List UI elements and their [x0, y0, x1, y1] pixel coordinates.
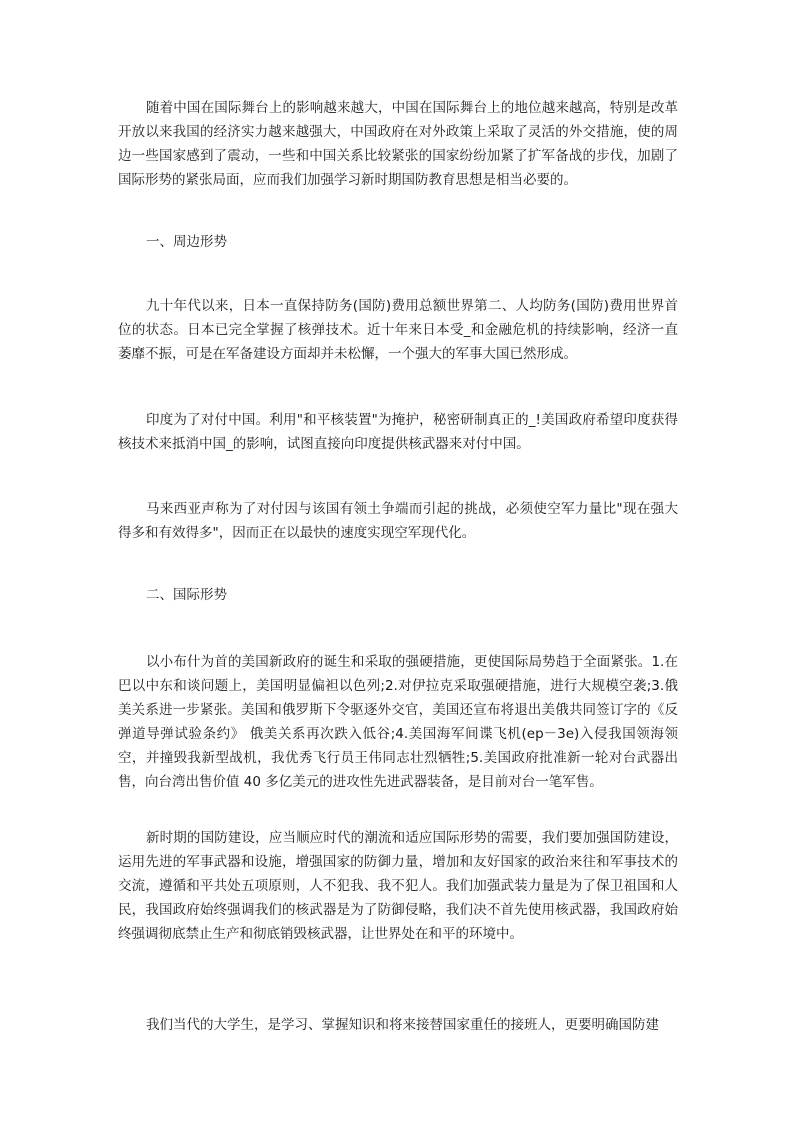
- section-heading-surroundings: 一、周边形势: [146, 234, 227, 250]
- paragraph-malaysia: 马来西亚声称为了对付因与该国有领土争端而引起的挑战，必须使空军力量比"现在强大得多和有效得多"，因而正在以最快的速度实现空军现代化。: [118, 501, 678, 541]
- paragraph-students: 我们当代的大学生，是学习、掌握知识和将来接替国家重任的接班人，更要明确国防建: [146, 1017, 659, 1033]
- section-heading-international: 二、国际形势: [146, 587, 227, 603]
- paragraph-japan: 九十年代以来，日本一直保持防务(国防)费用总额世界第二、人均防务(国防)费用世界首位的状态。日本已完全掌握了核弹技术。近十年来日本受_和金融危机的持续影响，经济一直萎靡不振，可是在军备建设方面却并未松懈，一个强大的军事大国已然形成。: [118, 298, 678, 362]
- paragraph-us-policy: 以小布什为首的美国新政府的诞生和采取的强硬措施，更使国际局势趋于全面紧张。1.在巴以中东和谈问题上，美国明显偏袒以色列;2.对伊拉克采取强硬措施，进行大规模空袭;3.俄美关系进一步紧张。美国和俄罗斯下令驱逐外交官，美国还宣布将退出美俄共同签订字的《反弹道导弹试验条约》 俄美关系再次跌入低谷;4.美国海军间谍飞机(ep－3e)入侵我国领海领空，并撞毁我新型战机，我优秀飞行员王伟同志壮烈牺牲;5.美国政府批准新一轮对台武器出售，向台湾出售价值 40 多亿美元的进攻性先进武器装备，是目前对台一笔军售。: [118, 654, 678, 790]
- intro-paragraph: 随着中国在国际舞台上的影响越来越大，中国在国际舞台上的地位越来越高，特别是改革开放以来我国的经济实力越来越强大，中国政府在对外政策上采取了灵活的外交措施，使的周边一些国家感到了震动，一些和中国关系比较紧张的国家纷纷加紧了扩军备战的步伐，加剧了国际形势的紧张局面，应而我们加强学习新时期国防教育思想是相当必要的。: [118, 100, 678, 188]
- paragraph-defense-building: 新时期的国防建设，应当顺应时代的潮流和适应国际形势的需要，我们要加强国防建设，运用先进的军事武器和设施，增强国家的防御力量，增加和友好国家的政治来往和军事技术的交流，遵循和平共处五项原则，人不犯我、我不犯人。我们加强武装力量是为了保卫祖国和人民，我国政府始终强调我们的核武器是为了防御侵略，我们决不首先使用核武器，我国政府始终强调彻底禁止生产和彻底销毁核武器，让世界处在和平的环境中。: [118, 830, 678, 942]
- paragraph-india: 印度为了对付中国。利用"和平核装置"为掩护，秘密研制真正的_!美国政府希望印度获得核技术来抵消中国_的影响，试图直接向印度提供核武器来对付中国。: [118, 412, 678, 452]
